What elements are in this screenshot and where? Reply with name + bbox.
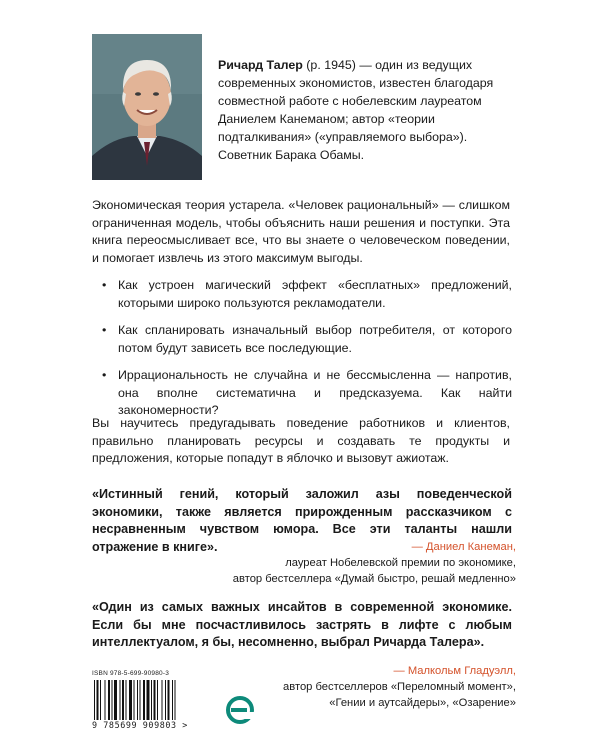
quote-attribution-kahneman — [216, 539, 516, 587]
author-portrait-icon — [92, 34, 202, 180]
bullet-dot-icon: • — [102, 368, 107, 382]
barcode-stripe — [172, 680, 173, 720]
bullet-item — [102, 322, 512, 357]
outro-paragraph: Вы научитесь предугадывать поведение работников и клиентов, правильно планировать ресурсы и создавать те продукты и предложения, которые попадут в яблочко и вызовут ажиотаж. — [92, 416, 510, 465]
barcode-stripe — [140, 680, 141, 720]
barcode-stripe — [154, 680, 156, 720]
barcode-stripe — [134, 680, 135, 720]
isbn-barcode — [92, 670, 216, 732]
barcode-stripe — [105, 680, 106, 720]
bullet-dot-icon: • — [102, 323, 107, 337]
barcode-stripe — [168, 680, 170, 720]
barcode-stripe — [114, 680, 117, 720]
barcode-stripe — [126, 680, 127, 720]
barcode-stripe — [165, 680, 166, 720]
barcode-stripe — [100, 680, 101, 720]
barcode-stripe — [108, 680, 110, 720]
attribution-title: лауреат Нобелевской премии по экономике, — [285, 557, 516, 569]
barcode-stripe — [175, 680, 176, 720]
attribution-title: автор бестселлера «Думай быстро, решай медленно» — [232, 573, 516, 585]
attribution-title: автор бестселлеров «Переломный момент», — [283, 681, 516, 693]
barcode-stripe — [97, 680, 99, 720]
bullet-item — [102, 277, 512, 312]
bullet-text: Как спланировать изначальный выбор потребителя, от которого потом будут зависеть все последующие. — [118, 323, 512, 355]
intro-paragraph: Экономическая теория устарела. «Человек рациональный» — слишком ограниченная модель, чтобы объяснить наши решения и поступки. Эта книга переосмысливает все, что вы знаете о человеческом поведении, и помогает извлечь из этого максимум выгоды. — [92, 198, 510, 265]
barcode-stripe — [162, 680, 163, 720]
quote-attribution-gladwell — [216, 663, 516, 711]
barcode-stripe — [94, 680, 95, 720]
author-bio — [218, 56, 518, 164]
barcode-stripe — [151, 680, 152, 720]
author-name: Ричард Талер — [218, 58, 303, 72]
bullet-text: Как устроен магический эффект «бесплатных» предложений, которыми широко пользуются рекламодатели. — [118, 278, 512, 310]
barcode-stripe — [147, 680, 150, 720]
feature-bullet-list — [102, 277, 512, 430]
barcode-stripe — [157, 680, 158, 720]
review-quote-gladwell: «Один из самых важных инсайтов в современной экономике. Если бы мне посчастливилось застрять в лифте с любым интеллектуалом, я бы, несомненно, выбрал Ричарда Талера». — [92, 600, 512, 649]
barcode-digits: 9 785699 909803 > — [92, 720, 188, 730]
author-bio-text: (р. 1945) — один из ведущих современных экономистов, известен благодаря совместной работе с нобелевским лауреатом Даниелем Канеманом; автор «теории подталкивания» («управляемого выбора»). Советник Барака Обамы. — [218, 58, 494, 162]
isbn-label: ISBN 978-5-699-90980-3 — [92, 670, 170, 677]
attribution-name: — Даниел Канеман, — [411, 541, 516, 553]
barcode-stripe — [143, 680, 145, 720]
bullet-item — [102, 367, 512, 420]
barcode-icon — [92, 680, 216, 720]
barcode-stripe — [129, 680, 132, 720]
publisher-logo — [226, 696, 254, 724]
bullet-text: Иррациональность не случайна и не бессмысленна — напротив, она вполне систематична и предсказуема. Как найти закономерности? — [118, 368, 512, 417]
barcode-stripe — [120, 680, 121, 720]
barcode-stripe — [122, 680, 124, 720]
attribution-title: «Гении и аутсайдеры», «Озарение» — [329, 697, 516, 709]
barcode-stripe — [137, 680, 138, 720]
bullet-dot-icon: • — [102, 278, 107, 292]
author-photo — [92, 34, 202, 180]
attribution-name: — Малкольм Гладуэлл, — [393, 665, 516, 677]
publisher-e-logo-icon — [226, 696, 254, 724]
barcode-stripe — [112, 680, 113, 720]
review-quote-kahneman: «Истинный гений, который заложил азы поведенческой экономики, также является прирожденным рассказчиком с несравненным чувством юмора. Все эти таланты нашли отражение в книге». — [92, 487, 512, 554]
